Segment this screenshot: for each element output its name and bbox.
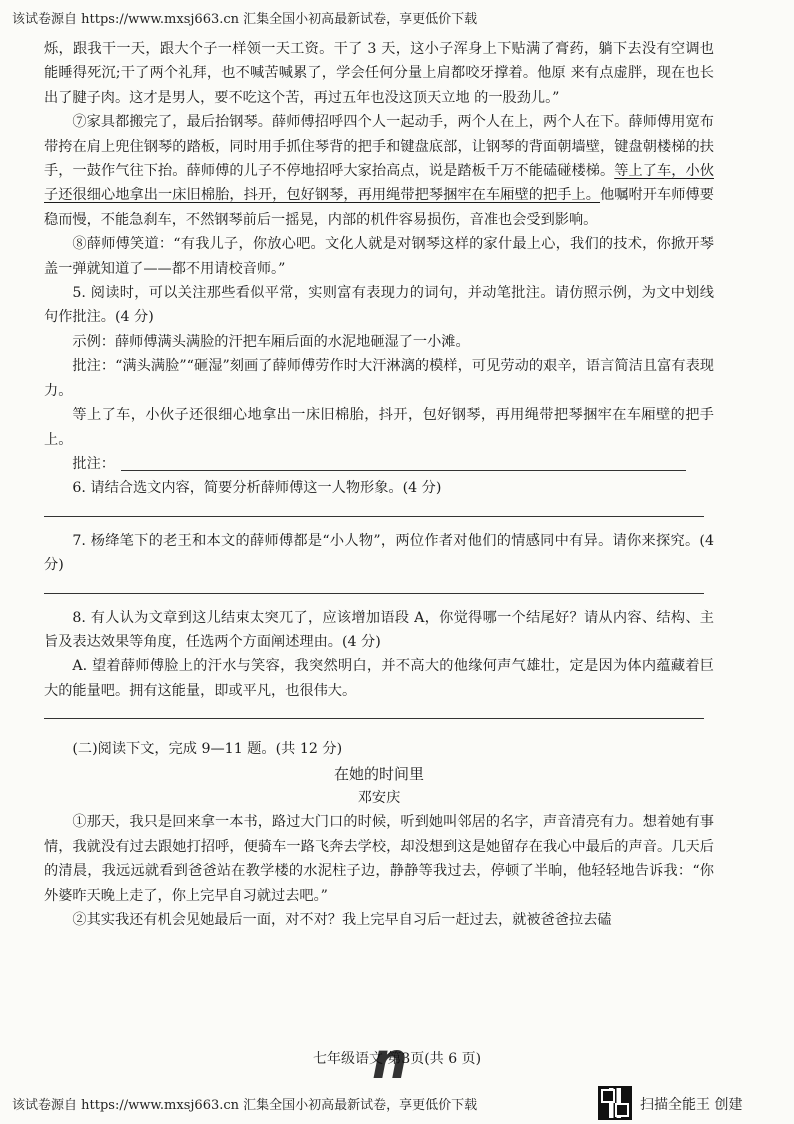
source-banner-bottom: 该试卷源自 https://www.mxsj663.cn 汇集全国小初高最新试卷，享更低价下载 [12, 1098, 478, 1113]
answer-line-q5[interactable] [121, 456, 686, 471]
answer-label: 批注： [72, 455, 115, 472]
answer-line-q7[interactable] [44, 592, 704, 594]
article-title: 在她的时间里 [333, 764, 424, 783]
article-paragraph-1: ①那天，我只是回来拿一本书，路过大门口的时候，听到她叫邻居的名字，声音清亮有力。想着她有事情，我就没有过去跟她打招呼，便骑车一路飞奔去学校，却没想到这是她留存在我心中最后的声音。几天后的清晨，我远远就看到爸爸站在教学楼的水泥柱子边，静静等我过去，停顿了半晌，他轻轻地告诉我：“你外婆昨天晚上走了，你上完早自习就过去吧。” [44, 814, 714, 904]
question-5-target-sentence: 等上了车，小伙子还很细心地拿出一床旧棉胎，抖开，包好钢琴，再用绳带把琴捆牢在车厢壁的把手上。 [44, 407, 714, 448]
scanner-watermark: 扫描全能王 创建 [640, 1097, 743, 1113]
passage-paragraph-7 [44, 110, 714, 232]
question-5-answer-row [44, 452, 714, 476]
passage-paragraph-continued: 烁，跟我干一天，跟大个子一样领一天工资。干了 3 天，这小子浑身上下贴满了膏药，躺下去没有空调也能睡得死沉;干了两个礼拜，也不喊苦喊累了，学会任何分量上肩都咬牙撑着。他原 来有点虚胖，现在也长出了腱子肉。这才是男人，要不吃这个苦，再过五年也没这顶天立地 的一股劲儿。” [44, 41, 714, 106]
underlined-sentence: 等上了车，小伙子还很细心地拿出一床旧棉胎，抖开，包好钢琴，再用绳带把琴捆牢在车厢壁的把手上。 [44, 163, 714, 204]
source-banner-top: 该试卷源自 https://www.mxsj663.cn 汇集全国小初高最新试卷，享更低价下载 [12, 12, 478, 27]
exam-page-content [44, 37, 714, 932]
question-5: 5. 阅读时，可以关注那些看似平常，实则富有表现力的词句，并动笔批注。请仿照示例，为文中划线句作批注。(4 分) [44, 285, 714, 326]
question-7: 7. 杨绛笔下的老王和本文的薛师傅都是“小人物”，两位作者对他们的情感同中有异。请你来探究。(4 分) [44, 532, 714, 574]
page-number-label: 七年级语文 第3页(共 6 页) [312, 1051, 482, 1067]
article-paragraph-2: ②其实我还有机会见她最后一面，对不对？我上完早自习后一赶过去，就被爸爸拉去磕 [72, 912, 612, 928]
answer-line-q8[interactable] [44, 717, 704, 719]
handwritten-mark: n [372, 1032, 408, 1090]
answer-line-q6[interactable] [44, 515, 704, 517]
question-8: 8. 有人认为文章到这儿结束太突兀了，应该增加语段 A，你觉得哪一个结尾好？请从内容、结构、主旨及表达效果等角度，任选两个方面阐述理由。(4 分) [44, 609, 714, 650]
question-6: 6. 请结合选文内容，简要分析薛师傅这一人物形象。(4 分) [72, 480, 442, 497]
paragraph-7-text-a: ⑦家具都搬完了，最后抬钢琴。薛师傅招呼四个人一起动手，两个人在上，两个人在下。薛师傅用宽布带挎在肩上兜住钢琴的踏板，同时用手抓住琴背的把手和键盘底部，让钢琴的背面朝墙壁，键盘朝楼梯的扶手，一鼓作气往下抬。薛师傅的儿子不停地招呼大家抬高点，说是踏板千万不能磕碰楼梯。 [44, 114, 714, 180]
passage-paragraph-8: ⑧薛师傅笑道：“有我儿子，你放心吧。文化人就是对钢琴这样的家什最上心，我们的技术，你掀开琴盖一弹就知道了——都不用请校音师。” [44, 236, 714, 277]
question-5-example-note: 批注：“满头满脸”“砸湿”刻画了薛师傅劳作时大汗淋漓的模样，可见劳动的艰辛，语言简洁且富有表现力。 [44, 358, 714, 399]
article-author: 邓安庆 [357, 789, 401, 806]
paragraph-7-text-b: 他嘱咐开车师傅要稳而慢，不能急刹车，不然钢琴前后一摇晃，内部的机件容易损伤，音准也会受到影响。 [44, 187, 714, 228]
section-2-heading: (二)阅读下文，完成 9—11 题。(共 12 分) [72, 741, 343, 758]
question-8-option-a: A. 望着薛师傅脸上的汗水与笑容，我突然明白，并不高大的他缘何声气雄壮，定是因为体内蕴藏着巨大的能量吧。拥有这能量，即或平凡，也很伟大。 [44, 658, 714, 699]
qr-code-icon [598, 1086, 632, 1120]
question-5-example: 示例：薛师傅满头满脸的汗把车厢后面的水泥地砸湿了一小滩。 [72, 333, 470, 350]
page-footer [0, 1032, 794, 1090]
